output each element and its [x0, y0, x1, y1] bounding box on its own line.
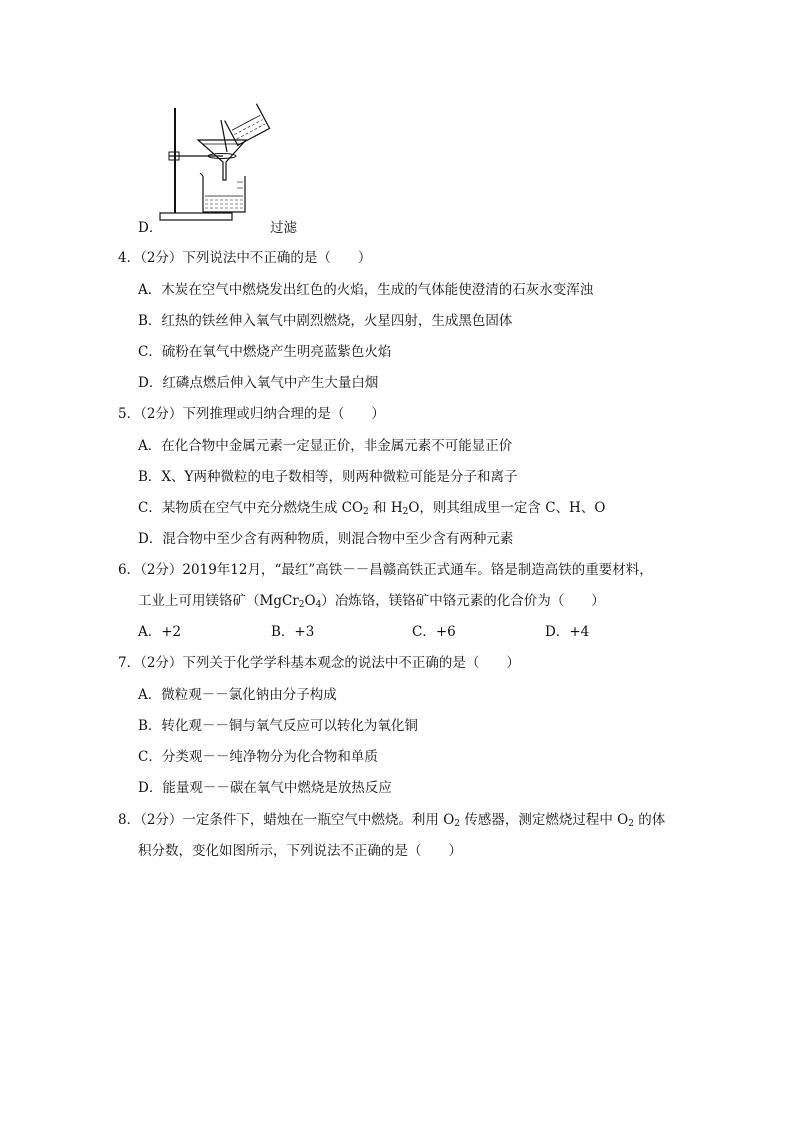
- q8-stem: 8．（2分）一定条件下，蜡烛在一瓶空气中燃烧。利用 $O_2$ 传感器，测定燃烧过程中 $O_2$ 的体: [118, 812, 666, 829]
- figure-caption: 过滤: [270, 220, 297, 236]
- q6-option-b: B．+3: [271, 624, 315, 640]
- q4-option-a: A．木炭在空气中燃烧发出红色的火焰，生成的气体能使澄清的石灰水变浑浊: [138, 282, 594, 298]
- q8-stem-continued: 积分数，变化如图所示，下列说法不正确的是（ ）: [138, 843, 462, 859]
- q6-option-c: C．+6: [412, 624, 456, 640]
- q7-option-c: C．分类观－－纯净物分为化合物和单质: [138, 749, 378, 765]
- q6-option-d: D．+4: [545, 624, 590, 640]
- stand-base: [160, 213, 232, 220]
- q7-option-d: D．能量观－－碳在氧气中燃烧是放热反应: [138, 780, 392, 796]
- q4-option-c: C．硫粉在氧气中燃烧产生明亮蓝紫色火焰: [138, 344, 392, 360]
- figure-option-letter: D．: [138, 220, 163, 236]
- q7-option-a: A．微粒观－－氯化钠由分子构成: [138, 687, 337, 703]
- q5-option-c: C．某物质在空气中充分燃烧生成 $CO_2$ 和 $H_2O$，则其组成里一定含 C、H、O: [138, 500, 606, 517]
- q5-option-a: A．在化合物中金属元素一定显正价，非金属元素不可能显正价: [138, 438, 513, 454]
- q6-stem: 6．（2分）2019年12月，“最红”高铁－－昌赣高铁正式通车。铬是制造高铁的重要材料，: [118, 562, 653, 578]
- glass-rod: [221, 120, 227, 152]
- q4-stem: 4．（2分）下列说法中不正确的是（ ）: [118, 250, 372, 266]
- q7-stem: 7．（2分）下列关于化学学科基本观念的说法中不正确的是（ ）: [118, 655, 520, 671]
- q4-option-d: D．红磷点燃后伸入氧气中产生大量白烟: [138, 375, 379, 391]
- q6-option-a: A．+2: [138, 624, 182, 640]
- q5-option-d: D．混合物中至少含有两种物质，则混合物中至少含有两种元素: [138, 531, 514, 547]
- filtration-apparatus-illustration: [155, 100, 275, 225]
- q6-stem-continued: 工业上可用镁铬矿$(MgCr_2O_4)$冶炼铬，镁铬矿中铬元素的化合价为（ ）: [138, 593, 605, 610]
- beaker: [203, 176, 245, 212]
- pouring-beaker: [225, 104, 270, 146]
- q5-stem: 5．（2分）下列推理或归纳合理的是（ ）: [118, 406, 385, 422]
- funnel: [198, 140, 246, 180]
- q7-option-b: B．转化观－－铜与氧气反应可以转化为氧化铜: [138, 718, 418, 734]
- q5-option-b: B．X、Y两种微粒的电子数相等，则两种微粒可能是分子和离子: [138, 469, 518, 485]
- q4-option-b: B．红热的铁丝伸入氧气中剧烈燃烧，火星四射，生成黑色固体: [138, 313, 513, 329]
